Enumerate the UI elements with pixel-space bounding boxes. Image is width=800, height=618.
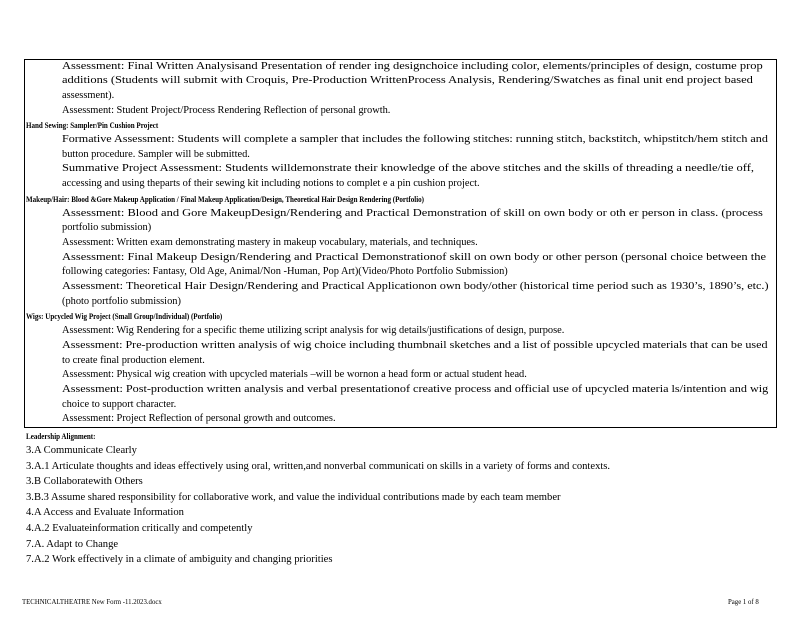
alignment-line: 3.A Communicate Clearly [26,445,137,456]
assessment-line: (photo portfolio submission) [62,295,181,307]
assessment-line: Assessment: Theoretical Hair Design/Rendering and Practical Applicationon own body/other (historical time period such as 1930’s, 1890’s, etc.) [62,281,769,292]
section-heading: Wigs: Upcycled Wig Project (Small Group/Individual) (Portfolio) [26,311,223,322]
assessment-line: Assessment: Final Written Analysisand Presentation of render ing designchoice including color, elements/principles of design, costume prop [62,60,763,72]
assessment-line: Assessment: Final Makeup Design/Rendering and Practical Demonstrationof skill on own body or other person (personal choice between the [62,251,766,263]
footer-page-current: 1 [742,599,747,606]
alignment-line: 3.B.3 Assume shared responsibility for collaborative work, and value the individual contributions made by each team member [26,491,561,503]
assessment-line: assessment). [62,89,115,101]
leadership-heading: Leadership Alignment: [26,431,96,441]
alignment-line: 7.A.2 Work effectively in a climate of ambiguity and changing priorities [26,554,333,566]
section-heading: Makeup/Hair: Blood &Gore Makeup Application / Final Makeup Application/Design, Theoretical Hair Design Rendering (Portfolio) [26,193,425,204]
assessment-line: accessing and using theparts of their sewing kit including notions to complet e a pin cushion project. [62,178,480,190]
assessment-line: button procedure. Sampler will be submitted. [62,148,250,160]
assessment-line: Assessment: Post-production written analysis and verbal presentationof creative process and official use of upcycled materia ls/intention and wig [62,383,769,395]
assessment-line: Assessment: Pre-production written analysis of wig choice including thumbnail sketches and a list of possible upcycled materials that can be used [62,339,768,351]
footer-of-label: of [748,599,754,606]
footer-page-total: 8 [755,599,759,606]
alignment-line: 4.A Access and Evaluate Information [26,507,184,519]
assessment-line: Summative Project Assessment: Students willdemonstrate their knowledge of the above stitches and the skills of threading a needle/tie off, [62,163,754,175]
footer-filename: TECHNICALTHEATRE New Form -11.2023.docx [22,599,162,606]
alignment-line: 3.A.1 Articulate thoughts and ideas effectively using oral, written,and nonverbal communicati on skills in a variety of forms and contexts. [26,460,611,472]
assessment-line: Assessment: Blood and Gore MakeupDesign/Rendering and Practical Demonstration of skill on own body or oth er person in class. (process [62,207,763,219]
section-heading: Hand Sewing: Sampler/Pin Cushion Project [26,120,159,131]
assessment-line: Assessment: Wig Rendering for a specific theme utilizing script analysis for wig details/justifications of design, purpose. [62,325,565,337]
assessment-line: Formative Assessment: Students will complete a sampler that includes the following stitches: running stitch, backstitch, whipstitch/hem stitch and [62,134,768,145]
alignment-line: 7.A. Adapt to Change [26,538,119,550]
assessment-line: Assessment: Student Project/Process Rendering Reflection of personal growth. [62,104,391,116]
footer-page-number [728,598,759,608]
assessment-line: Assessment: Physical wig creation with upcycled materials –will be wornon a head form or actual student head. [62,369,527,381]
alignment-line: 4.A.2 Evaluateinformation critically and competently [26,523,253,534]
footer-page-label: Page [728,599,742,606]
assessment-line: Assessment: Project Reflection of personal growth and outcomes. [62,413,336,425]
assessment-line: additions (Students will submit with Croquis, Pre-Production WrittenProcess Analysis, Rendering/Swatches as final unit end project based [62,75,753,87]
assessment-line: following categories: Fantasy, Old Age, Animal/Non -Human, Pop Art)(Video/Photo Portfolio Submission) [62,266,508,278]
assessment-line: to create final production element. [62,354,205,366]
assessment-line: Assessment: Written exam demonstrating mastery in makeup vocabulary, materials, and techniques. [62,236,478,248]
alignment-line: 3.B Collaboratewith Others [26,476,143,488]
assessment-line: portfolio submission) [62,222,152,234]
assessment-line: choice to support character. [62,398,177,410]
